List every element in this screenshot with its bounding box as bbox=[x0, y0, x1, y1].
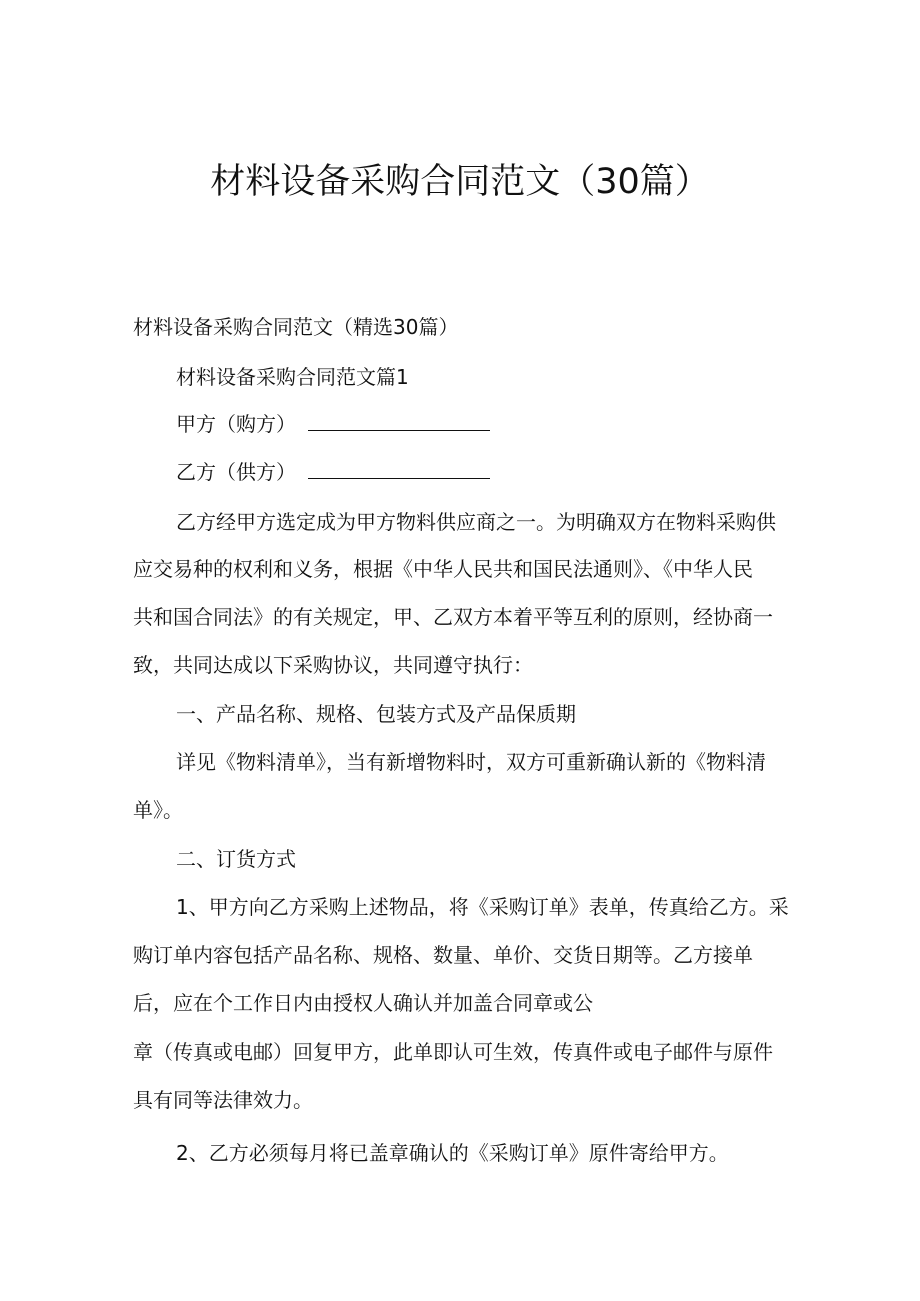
item2-point1-line-4: 章（传真或电邮）回复甲方，此单即认可生效，传真件或电子邮件与原件 bbox=[133, 1040, 773, 1064]
item2-point1-line-3: 后，应在个工作日内由授权人确认并加盖合同章或公 bbox=[133, 991, 593, 1015]
item2-heading: 二、订货方式 bbox=[176, 847, 296, 871]
item2-point2: 2、乙方必须每月将已盖章确认的《采购订单》原件寄给甲方。 bbox=[176, 1141, 729, 1165]
section-heading: 材料设备采购合同范文篇1 bbox=[176, 365, 409, 389]
intro-line-1: 乙方经甲方选定成为甲方物料供应商之一。为明确双方在物料采购供 bbox=[176, 510, 776, 534]
party-b-blank-line bbox=[308, 458, 490, 479]
document-subtitle: 材料设备采购合同范文（精选30篇） bbox=[133, 315, 459, 339]
document-title: 材料设备采购合同范文（30篇） bbox=[210, 162, 710, 202]
item2-point1-line-2: 购订单内容包括产品名称、规格、数量、单价、交货日期等。乙方接单 bbox=[133, 943, 753, 967]
party-a-label: 甲方（购方） bbox=[176, 412, 296, 436]
party-a-row bbox=[176, 410, 490, 438]
item1-line-2: 单》。 bbox=[133, 798, 183, 822]
intro-line-4: 致，共同达成以下采购协议，共同遵守执行： bbox=[133, 653, 533, 677]
item1-line-1: 详见《物料清单》，当有新增物料时，双方可重新确认新的《物料清 bbox=[176, 750, 766, 774]
party-b-label: 乙方（供方） bbox=[176, 460, 296, 484]
intro-line-3: 共和国合同法》的有关规定，甲、乙双方本着平等互利的原则，经协商一 bbox=[133, 605, 773, 629]
item2-point1-line-1: 1、甲方向乙方采购上述物品，将《采购订单》表单，传真给乙方。采 bbox=[176, 895, 789, 919]
item1-heading: 一、产品名称、规格、包装方式及产品保质期 bbox=[176, 702, 576, 726]
intro-line-2: 应交易种的权利和义务，根据《中华人民共和国民法通则》、《中华人民 bbox=[133, 557, 753, 581]
party-b-row bbox=[176, 458, 490, 486]
item2-point1-line-5: 具有同等法律效力。 bbox=[133, 1088, 313, 1112]
party-a-blank-line bbox=[308, 410, 490, 431]
